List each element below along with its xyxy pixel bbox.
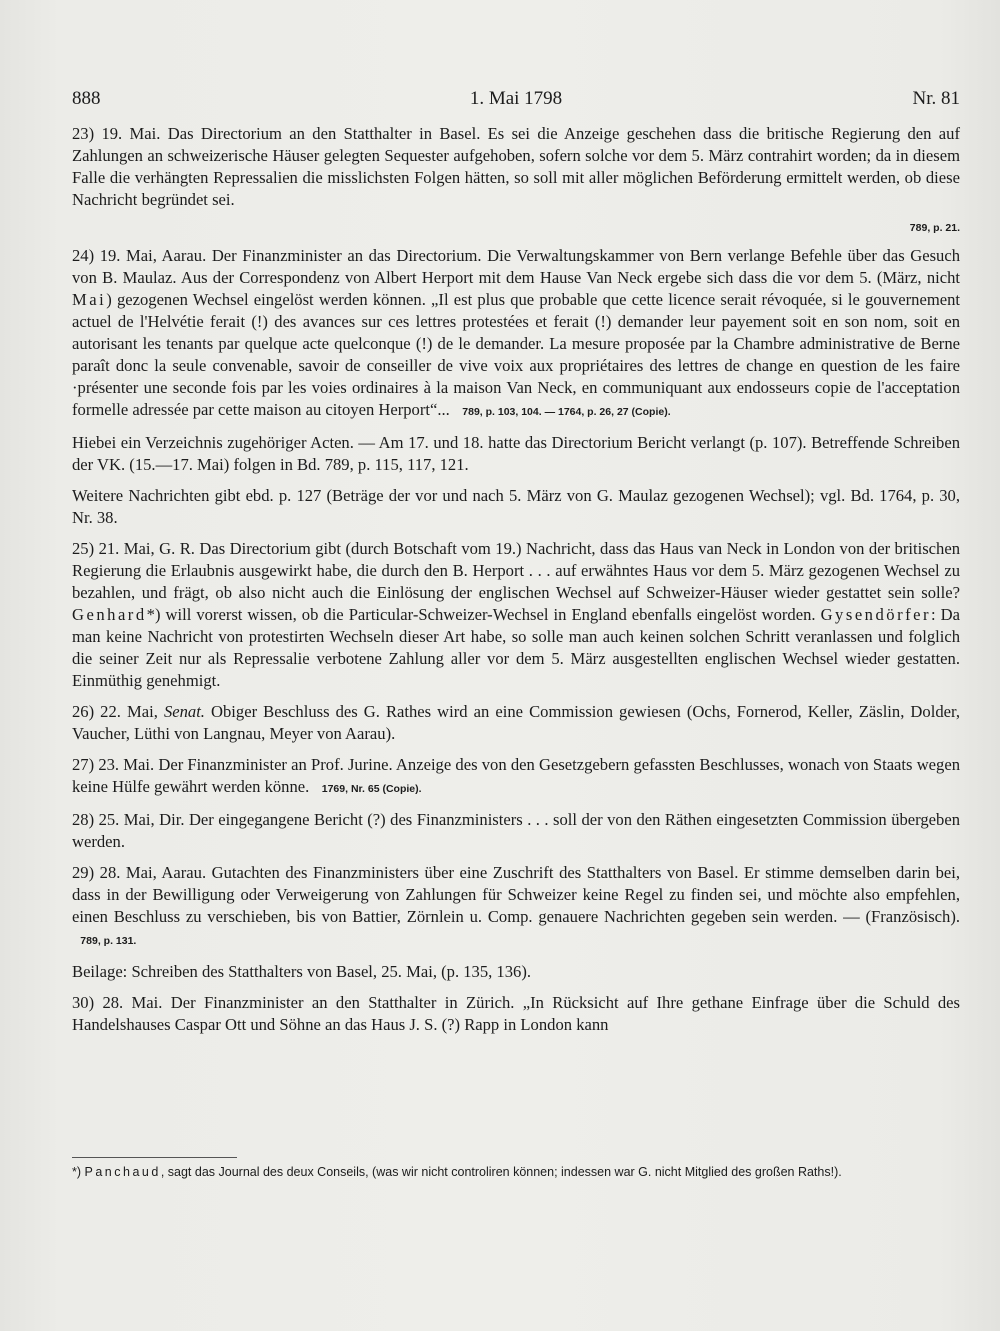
page-body <box>72 123 960 1045</box>
entry-text: Weitere Nachrichten gibt ebd. p. 127 (Beträge der vor und nach 5. März von G. Maulaz gezogenen Wechsel); vgl. Bd. 1764, p. 30, Nr. 38. <box>72 486 960 527</box>
archive-reference: 789, p. 21. <box>909 222 960 234</box>
entry-text: : Da man keine Nachricht von protestirten Wechseln dieser Art habe, so solle man auch keinen solchen Schritt veranlassen und folglich die seiner Zeit nur als Repressalie verbotene Zahlung aller vor dem 5. März ausgestellten englischen Wechsel wieder gestatten. Einmüthig genehmigt. <box>72 605 961 690</box>
archive-reference: 789, p. 103, 104. — 1764, p. 26, 27 (Copie). <box>462 406 671 418</box>
entry-text: 29) 28. Mai, Aarau. Gutachten des Finanzministers über eine Zuschrift des Statthalters von Basel. Er stimme demselben darin bei, dass in der Bewilligung oder Verweigerung von Zahlungen für Schweizer keine Regel zu finden sei, und möchte also empfehlen, einen Beschluss zu verschieben, bis von Battier, Zörnlein u. Comp. genauere Nachrichten gegeben sein werden. — (Französisch). <box>72 863 960 926</box>
speaker-name: Gysendörfer <box>820 605 932 624</box>
page-title: 1. Mai 1798 <box>469 88 563 109</box>
footnote-divider <box>72 1157 237 1158</box>
entry-29 <box>72 862 960 952</box>
page-header <box>72 88 960 114</box>
entry-text: ) gezogenen Wechsel eingelöst werden können. „Il est plus que probable que cette licence serait révoquée, si le gouvernement actuel de l'Helvétie ferait (!) des avances sur ces lettres protestées et ferait (!) demander leur payement soit en son nom, soit en autorisant les tenants par quelque acte quelconque (!) de le demander. La mesure proposée par la Chambre administrative de Berne paraît donc la seule convenable, savoir de conseiller de vive voix aux propriétaires des lettres de change en question de les faire ·présenter une seconde fois par les voies ordinaires à la maison Van Neck, en communiquant aux endosseurs copie de l'acceptation formelle adressée par cette maison au citoyen Herport“... <box>72 290 960 419</box>
entry-23 <box>72 123 960 211</box>
entry-text: 28) 25. Mai, Dir. Der eingegangene Bericht (?) des Finanzministers . . . soll der von den Räthen eingesetzten Commission übergeben werden. <box>72 810 960 851</box>
page-number: 888 <box>72 88 101 109</box>
entry-text: 30) 28. Mai. Der Finanzminister an den Statthalter in Zürich. „In Rücksicht auf Ihre gethane Einfrage über die Schuld des Handelshauses Caspar Ott und Söhne an das Haus J. S. (?) Rapp in London kann <box>72 993 960 1034</box>
entry-text: Beilage: Schreiben des Statthalters von Basel, 25. Mai, (p. 135, 136). <box>72 962 532 981</box>
entry-28 <box>72 809 960 853</box>
entry-text: 27) 23. Mai. Der Finanzminister an Prof. Jurine. Anzeige des von den Gesetzgebern gefassten Beschlusses, wonach von Staats wegen keine Hülfe gewährt werden könne. <box>72 755 960 796</box>
entry-27 <box>72 754 960 800</box>
note-paragraph <box>72 961 960 983</box>
archive-reference: 789, p. 131. <box>80 935 137 947</box>
entry-text: 26) 22. Mai, <box>72 702 158 721</box>
note-paragraph <box>72 485 960 529</box>
entry-text: 23) 19. Mai. Das Directorium an den Statthalter in Basel. Es sei die Anzeige geschehen dass die britische Regierung den auf Zahlungen an schweizerische Häuser gelegten Sequester aufgehoben, sofern solche vor dem 5. März contrahirt worden; da in diesem Falle die verhängten Repressalien die misslichsten Folgen hätten, so soll mit aller möglichen Beförderung ermittelt werden, ob diese Nachricht begründet sei. <box>72 124 960 209</box>
archive-reference: 1769, Nr. 65 (Copie). <box>321 783 422 795</box>
entry-23-reference <box>72 218 960 236</box>
footnote <box>72 1163 960 1182</box>
footnote-name: Panchaud <box>84 1165 161 1179</box>
footnote-text: , sagt das Journal des deux Conseils, (was wir nicht controliren können; indessen war G. nicht Mitglied des großen Raths!). <box>160 1165 842 1179</box>
emphasized-word: Mai <box>72 290 107 309</box>
entry-30 <box>72 992 960 1036</box>
entry-24 <box>72 245 960 423</box>
entry-text: 24) 19. Mai, Aarau. Der Finanzminister an das Directorium. Die Verwaltungskammer von Bern verlange Befehle über das Gesuch von B. Maulaz. Aus der Correspondenz von Albert Herport mit dem Hause Van Neck ergebe sich dass die vor dem 5. (März, nicht <box>72 246 960 287</box>
note-paragraph <box>72 432 960 476</box>
entry-26 <box>72 701 960 745</box>
entry-text: *) will vorerst wissen, ob die Particular-Schweizer-Wechsel in England ebenfalls eingelöst worden. <box>146 605 816 624</box>
speaker-name: Genhard <box>72 605 147 624</box>
entry-text: 25) 21. Mai, G. R. Das Directorium gibt (durch Botschaft vom 19.) Nachricht, dass das Haus van Neck in London von der britischen Regierung die Erlaubnis ausgewirkt habe, die durch den B. Herport . . . auf erwähntes Haus vor dem 5. März gezogenen Wechsel zu bezahlen, und frägt, ob also nicht auch die Einlösung der englischen Wechsel auf Schweizer-Häuser wieder gestattet sein solle? <box>72 539 960 602</box>
entry-text: Obiger Beschluss des G. Rathes wird an eine Commission gewiesen (Ochs, Fornerod, Keller, Zäslin, Dolder, Vaucher, Lüthi von Langnau, Meyer von Aarau). <box>72 702 960 743</box>
italic-text: Senat. <box>163 702 205 721</box>
entry-text: Hiebei ein Verzeichnis zugehöriger Acten. — Am 17. und 18. hatte das Directorium Bericht verlangt (p. 107). Betreffende Schreiben der VK. (15.—17. Mai) folgen in Bd. 789, p. 115, 117, 121. <box>72 433 960 474</box>
issue-number: Nr. 81 <box>912 88 960 109</box>
footnote-marker: *) <box>72 1165 82 1179</box>
entry-25 <box>72 538 960 692</box>
